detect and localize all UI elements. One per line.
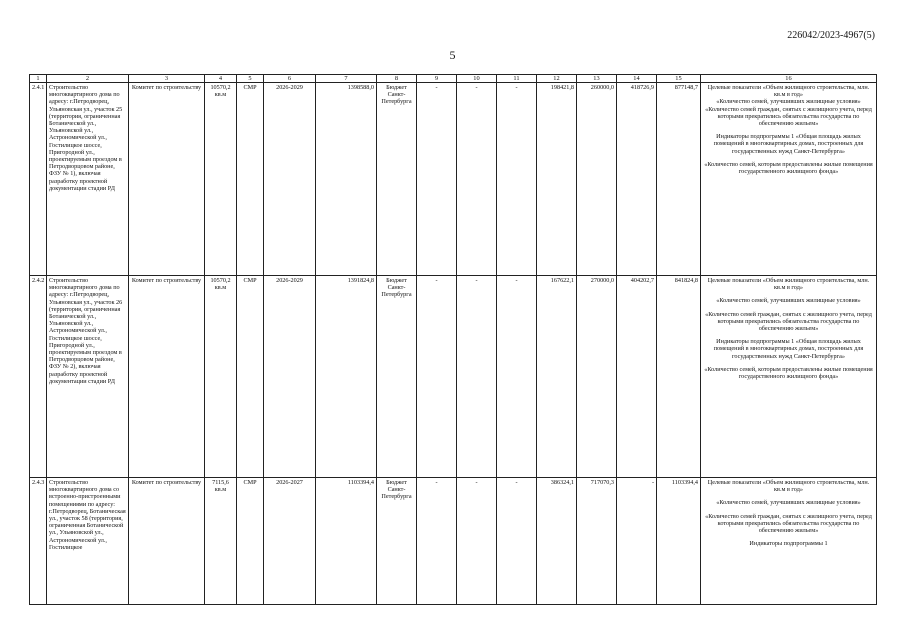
table-row	[30, 478, 877, 605]
value-col-9: -	[417, 478, 457, 605]
value-col-14: 404202,7	[617, 276, 657, 478]
column-number-12: 12	[537, 75, 577, 83]
indicators-cell	[701, 276, 877, 478]
executor: Комитет по строительству	[129, 83, 205, 276]
column-number-11: 11	[497, 75, 537, 83]
stage: СМР	[237, 83, 264, 276]
value-col-13: 270000,0	[577, 276, 617, 478]
value-col-10: -	[457, 83, 497, 276]
indicator-text: Целевые показатели «Объем жилищного строительства, млн. кв.м в год»	[707, 479, 870, 494]
indicator-text: Индикаторы подпрограммы 1 «Общая площадь жилых помещений в многоквартирных домах, построенных для государственных нужд Санкт-Петербурга»	[713, 338, 864, 360]
total-cost: 1103394,4	[316, 478, 377, 605]
total-cost: 1398588,0	[316, 83, 377, 276]
indicator-text: Индикаторы подпрограммы 1 «Общая площадь жилых помещений в многоквартирных домах, построенных для государственных нужд Санкт-Петербурга»	[713, 133, 864, 155]
column-number-7: 7	[316, 75, 377, 83]
column-number-4: 4	[205, 75, 237, 83]
value-col-13: 260000,0	[577, 83, 617, 276]
indicator-text: Индикаторы подпрограммы 1	[749, 540, 828, 548]
value-col-12: 386324,1	[537, 478, 577, 605]
value-col-14: 418726,9	[617, 83, 657, 276]
total-cost: 1391824,8	[316, 276, 377, 478]
value-col-12: 198421,8	[537, 83, 577, 276]
column-number-13: 13	[577, 75, 617, 83]
table-row	[30, 83, 877, 276]
stage: СМР	[237, 478, 264, 605]
period: 2026-2029	[264, 83, 316, 276]
value-col-10: -	[457, 478, 497, 605]
indicator-text: Целевые показатели «Объем жилищного строительства, млн. кв.м в год»	[707, 277, 870, 292]
row-number: 2.4.3	[30, 478, 47, 605]
executor: Комитет по строительству	[129, 478, 205, 605]
column-number-1: 1	[30, 75, 47, 83]
indicator-text: «Количество семей граждан, снятых с жилищного учета, перед которыми прекратились обязательства государства по обеспечению жильем»	[705, 512, 872, 535]
value-col-14: -	[617, 478, 657, 605]
executor: Комитет по строительству	[129, 276, 205, 478]
value-col-10: -	[457, 276, 497, 478]
column-number-2: 2	[47, 75, 129, 83]
column-number-8: 8	[377, 75, 417, 83]
indicator-text: «Количество семей, которым предоставлены жилые помещения государственного жилищного фонда»	[704, 160, 873, 176]
column-number-14: 14	[617, 75, 657, 83]
column-number-15: 15	[657, 75, 701, 83]
value-col-15: 877148,7	[657, 83, 701, 276]
funding-source: Бюджет Санкт-Петербурга	[377, 83, 417, 276]
column-number-5: 5	[237, 75, 264, 83]
indicator-text: «Количество семей, улучшивших жилищные условия»	[716, 297, 861, 305]
stage: СМР	[237, 276, 264, 478]
page-number: 5	[449, 48, 456, 62]
funding-source: Бюджет Санкт-Петербурга	[377, 276, 417, 478]
value-col-15: 841824,8	[657, 276, 701, 478]
funding-source: Бюджет Санкт-Петербурга	[377, 478, 417, 605]
indicators-cell	[701, 478, 877, 605]
value-col-11: -	[497, 478, 537, 605]
indicator-text: «Количество семей граждан, снятых с жилищного учета, перед которыми прекратились обязательства государства по обеспечению жильем»	[705, 105, 872, 128]
table-row	[30, 276, 877, 478]
object-name: Строительство многоквартирного дома по адресу: г.Петродворец, Ульяновская ул., участок 25 (территория, ограниченная Ботанической ул., Ульяновской ул., Астрономической ул., Гостилицкое шоссе, Пригородной ул., проектируемым проездом в Петродворцовом районе, ФЗУ № 1), включая разработку проектной документации стадии РД	[47, 83, 129, 276]
column-number-6: 6	[264, 75, 316, 83]
program-table	[29, 74, 877, 605]
column-number-10: 10	[457, 75, 497, 83]
value-col-11: -	[497, 276, 537, 478]
column-number-9: 9	[417, 75, 457, 83]
row-number: 2.4.2	[30, 276, 47, 478]
capacity: 7115,6 кв.м	[205, 478, 237, 605]
column-number-row	[30, 75, 877, 83]
document-number: 226042/2023-4967(5)	[787, 30, 875, 41]
value-col-11: -	[497, 83, 537, 276]
value-col-9: -	[417, 276, 457, 478]
indicators-cell	[701, 83, 877, 276]
object-name: Строительство многоквартирного дома со встроенно-пристроенными помещениями по адресу: г.Петродворец, Ботаническая ул., участок 58 (территория, ограниченная Ботанической ул., Ульяновской ул., Астрономической ул., Гостилицкое	[47, 478, 129, 605]
period: 2026-2027	[264, 478, 316, 605]
value-col-9: -	[417, 83, 457, 276]
indicator-text: «Количество семей, которым предоставлены жилые помещения государственного жилищного фонда»	[704, 365, 873, 381]
indicator-text: «Количество семей граждан, снятых с жилищного учета, перед которыми прекратились обязательства государства по обеспечению жильем»	[705, 310, 872, 333]
value-col-15: 1103394,4	[657, 478, 701, 605]
value-col-13: 717070,3	[577, 478, 617, 605]
value-col-12: 167622,1	[537, 276, 577, 478]
capacity: 10570,2 кв.м	[205, 83, 237, 276]
object-name: Строительство многоквартирного дома по адресу: г.Петродворец, Ульяновская ул., участок 26 (территория, ограниченная Ботанической ул., Ульяновской ул., Астрономической ул., Гостилицкое шоссе, Пригородной ул., проектируемым проездом в Петродворцовом районе, ФЗУ № 2), включая разработку проектной документации стадии РД	[47, 276, 129, 478]
period: 2026-2029	[264, 276, 316, 478]
column-number-16: 16	[701, 75, 877, 83]
indicator-text: Целевые показатели «Объем жилищного строительства, млн. кв.м в год»	[707, 84, 870, 99]
capacity: 10570,2 кв.м	[205, 276, 237, 478]
indicator-text: «Количество семей, улучшивших жилищные условия»	[716, 499, 861, 507]
indicator-text: «Количество семей, улучшивших жилищные условия»	[716, 98, 861, 106]
row-number: 2.4.1	[30, 83, 47, 276]
column-number-3: 3	[129, 75, 205, 83]
